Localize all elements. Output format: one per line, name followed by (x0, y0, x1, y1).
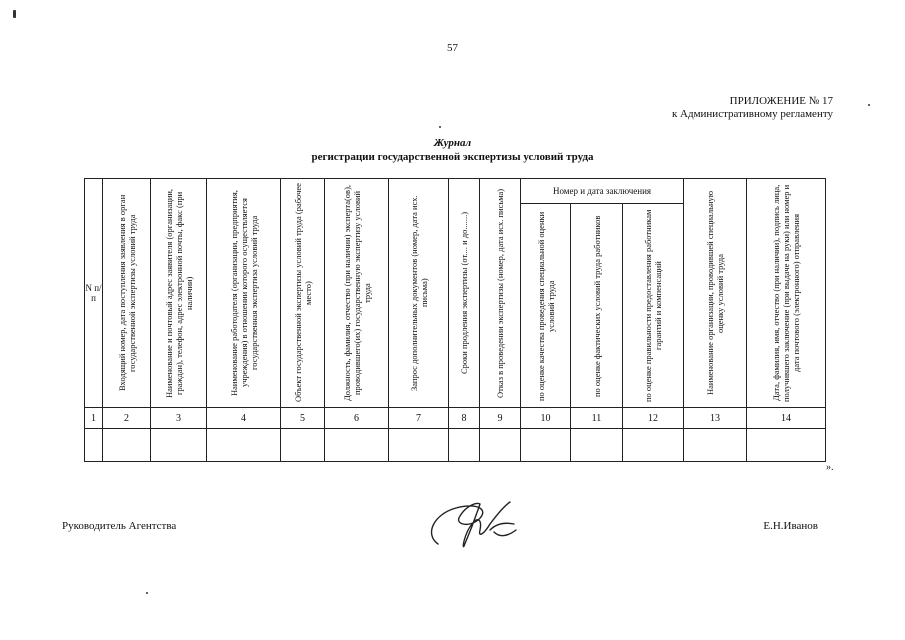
column-number-row (85, 408, 826, 429)
column-header (684, 179, 747, 408)
column-number: 2 (103, 408, 151, 429)
column-header (389, 179, 449, 408)
column-header (151, 179, 207, 408)
column-number: 1 (85, 408, 103, 429)
column-number: 14 (747, 408, 826, 429)
column-number: 12 (623, 408, 684, 429)
table-cell (684, 429, 747, 462)
column-header (623, 204, 684, 408)
column-number: 13 (684, 408, 747, 429)
table-cell (389, 429, 449, 462)
column-header-text: Входящий номер, дата поступления заявления в орган государственной экспертизы условий труда (116, 194, 137, 392)
column-header-text: Сроки продления экспертизы (от.... и до.......) (459, 211, 469, 375)
table-cell (521, 429, 571, 462)
column-header-text: по оценке правильности предоставления работникам гарантий и компенсаций (643, 209, 663, 402)
appendix-title: ПРИЛОЖЕНИЕ № 17 (729, 95, 833, 107)
column-number: 5 (281, 408, 325, 429)
table-cell (480, 429, 521, 462)
column-header-number: N п/п (85, 179, 103, 408)
table-cell (281, 429, 325, 462)
title-line-2: регистрации государственной экспертизы условий труда (311, 151, 594, 163)
column-number: 11 (571, 408, 623, 429)
column-number: 4 (207, 408, 281, 429)
table-cell (623, 429, 684, 462)
director-name: Е.Н.Иванов (763, 520, 818, 532)
scan-speck (439, 126, 441, 128)
column-header-text: Отказ в проведении экспертизы (номер, дата исх. письма) (495, 188, 505, 398)
table-cell (747, 429, 826, 462)
title-line-1: Журнал (433, 137, 472, 149)
column-header (747, 179, 826, 408)
table-cell (571, 429, 623, 462)
column-header (325, 179, 389, 408)
column-number: 10 (521, 408, 571, 429)
column-header-text: Наименование и почтовый адрес заявителя (организации, граждан), телефон, адрес электронной почты, факс (при наличии) (163, 188, 194, 398)
column-header-text: Наименование организации, проводившей специальную оценку условий труда (705, 190, 726, 396)
document-title (0, 136, 905, 164)
column-header-text: Должность, фамилия, отчество (при наличии) эксперта(ов), проводившего(их) государственную экспертизу условий труда (341, 184, 372, 402)
scan-speck (13, 10, 16, 18)
column-header (449, 179, 480, 408)
column-header-text: Наименование работодателя (организации, предприятия, учреждения) в отношении которого осуществляется государственная экспертиза условий труда (228, 190, 259, 396)
column-header-text: Запрос дополнительных документов (номер, дата исх. письма) (408, 195, 429, 391)
page-number: 57 (447, 42, 458, 54)
column-number: 8 (449, 408, 480, 429)
column-header-text: по оценке качества проведения специальной оценки условий труда (535, 210, 556, 401)
column-header-text: по оценке фактических условий труда работников (591, 214, 602, 397)
table-header-row (85, 179, 826, 204)
scan-speck (146, 592, 148, 594)
table-cell (103, 429, 151, 462)
group-header-conclusion: Номер и дата заключения (521, 179, 684, 204)
director-label: Руководитель Агентства (62, 520, 177, 532)
journal-table (84, 178, 826, 462)
appendix-subtitle: к Административному регламенту (671, 108, 833, 120)
column-header-text: Дата, фамилия, имя, отчество (при наличии), подпись лица, получившего заключение (при выдаче на руки) или номер и дата почтового (электронного) отправления (771, 184, 802, 402)
column-header (480, 179, 521, 408)
column-header (521, 204, 571, 408)
column-header (571, 204, 623, 408)
column-number: 7 (389, 408, 449, 429)
table-cell (151, 429, 207, 462)
closing-quote: ». (826, 462, 834, 473)
appendix-header (672, 95, 833, 121)
column-header (103, 179, 151, 408)
column-header-text: Объект государственной экспертизы условий труда (рабочее место) (292, 183, 313, 403)
table-cell (325, 429, 389, 462)
empty-entry-row (85, 429, 826, 462)
column-number: 9 (480, 408, 521, 429)
table-cell (207, 429, 281, 462)
column-number: 3 (151, 408, 207, 429)
column-number: 6 (325, 408, 389, 429)
column-header (281, 179, 325, 408)
table-cell (449, 429, 480, 462)
scan-speck (868, 104, 870, 106)
handwritten-signature (420, 494, 530, 554)
table-cell (85, 429, 103, 462)
column-header (207, 179, 281, 408)
